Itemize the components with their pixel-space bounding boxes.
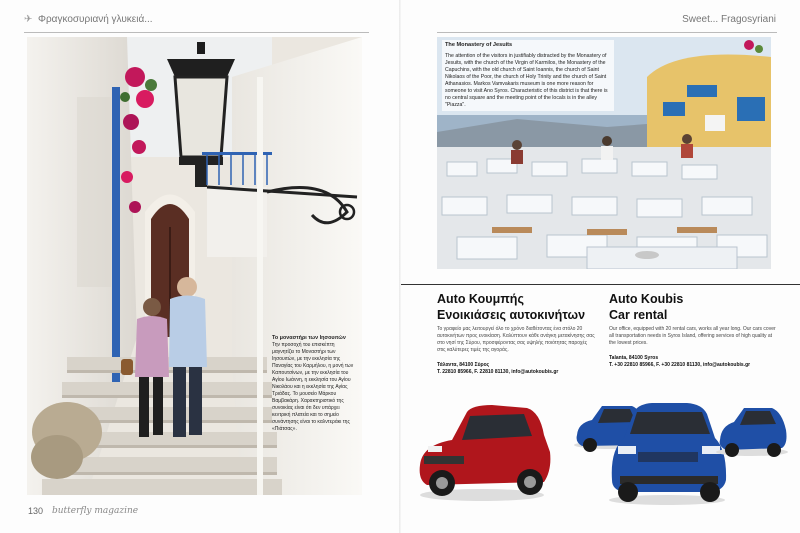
right-running-head: Sweet... Fragosyriani (682, 14, 776, 25)
blue-car-right (716, 408, 788, 457)
ad-phones-english: T. +30 22810 85966, F. +30 22810 81130, info@autokoubis.gr (609, 362, 751, 368)
ad-title-english-line2: Car rental (609, 308, 668, 322)
monastery-title: The Monastery of Jesuits (445, 42, 513, 48)
ad-address-greek: Τάλαντα, 84100 Σύρος (437, 362, 490, 368)
ad-title-greek-line1: Auto Κουμπής (437, 292, 524, 306)
left-caption-title: Το μοναστήρι των Ιησουιτών (272, 335, 346, 341)
ad-title-english (609, 291, 683, 323)
ad-contact-english (609, 355, 784, 369)
magazine-name: butterfly magazine (52, 506, 139, 516)
ad-title-greek-line2: Ενοικιάσεις αυτοκινήτων (437, 308, 586, 322)
left-running-head: Φραγκοσυριανή γλυκειά... (38, 14, 153, 25)
right-header-rule (437, 32, 777, 33)
ad-title-english-line1: Auto Koubis (609, 292, 684, 306)
monastery-text: The attention of the visitors in justifiably distracted by the Monastery of Jesuits, with the church of the Virgin of Karmilos, the Monastery of the Capuchins, with the old church of Saint Ioannis, the church of Saint Nikolaos of the Poor, the church of Holy Trinity and the church of Saint Athanasios. Markos Vamvakaris museum is one more reason for someone to visit Ano Syros. Characteristic of this district is that there is no central square and the meeting point of the locals is in the alley "Piazza". (445, 53, 608, 108)
left-caption-text: Την προσοχή του επισκέπτη μαγνητίζει το Μοναστήρι των Ιησουιτών, με την εκκλησία της Παναγίας του Καρμήλου, η μονή των Καπουτσίνων, με την εκκλησία του Αγίου Ιωάννη, η εκκλησία του Αγίου Νικολάου και η εκκλησία της Αγίας Τριάδας. Το μουσείο Μάρκου Βαμβακάρη. Χαρακτηριστικό της συνοικίας είναι ότι δεν υπάρχει κεντρική πλατεία και το σημείο συνάντησης είναι το καλντεράκι της «Πιάτσας». (272, 342, 354, 432)
ad-body-english: Our office, equipped with 20 rental cars, works all year long. Our cars cover all transportation needs in Syros Island, offering services of high quality at the lowest prices. (609, 326, 776, 346)
ad-separator-rule (401, 284, 800, 285)
ad-contact-greek (437, 362, 602, 376)
ad-address-english: Talanta, 84100 Syros (609, 355, 659, 361)
ad-title-greek (437, 291, 585, 323)
left-caption (272, 335, 356, 433)
rental-cars-image (412, 390, 792, 505)
left-header-rule (24, 32, 369, 33)
cars-illustration (412, 390, 792, 505)
red-car (420, 405, 551, 501)
monastery-textbox (442, 40, 614, 111)
ad-phones-greek: T. 22810 85966, F. 22810 81130, info@autokoubis.gr (437, 369, 559, 375)
ad-body-greek: Το γραφείο μας λειτουργεί όλο το χρόνο διαθέτοντας ένα στόλο 20 αυτοκινήτων προς ενοικίαση. Καλύπτουν κάθε ανάγκη μετακίνησης σας στο νησί της Σύρου, προσφέροντας σας υψηλής ποιότητας παροχές στις καλύτερες τιμές της αγοράς. (437, 326, 595, 353)
page-number: 130 (28, 506, 44, 516)
plane-icon: ✈ (24, 14, 33, 25)
page-gutter (399, 0, 401, 533)
